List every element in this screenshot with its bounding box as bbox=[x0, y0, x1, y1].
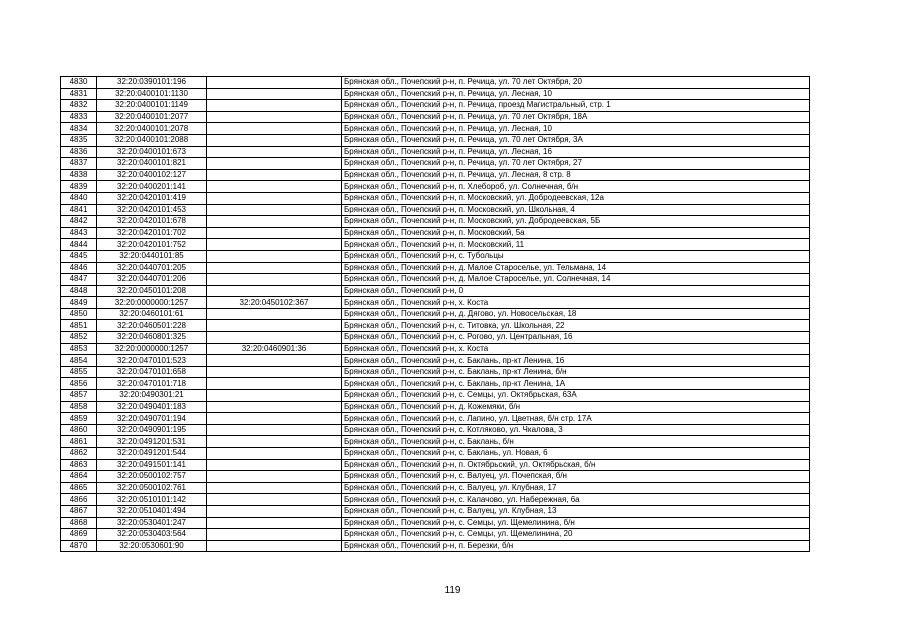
cadastral-number-cell: 32:20:0420101:419 bbox=[97, 192, 207, 204]
cadastral-number-cell: 32:20:0000000:1257 bbox=[97, 297, 207, 309]
address-cell: Брянская обл., Почепский р-н, п. Речица, ул. Лесная, 10 bbox=[342, 88, 810, 100]
address-cell: Брянская обл., Почепский р-н, с. Баклань, пр-кт Ленина, б/н bbox=[342, 366, 810, 378]
cadastral-number-cell: 32:20:0440701:205 bbox=[97, 262, 207, 274]
cadastral-number-cell: 32:20:0400101:2078 bbox=[97, 123, 207, 135]
parent-cadastral-number-cell bbox=[207, 158, 342, 170]
parent-cadastral-number-cell bbox=[207, 111, 342, 123]
parent-cadastral-number-cell bbox=[207, 123, 342, 135]
table-row bbox=[61, 239, 810, 251]
row-number-cell: 4843 bbox=[61, 227, 97, 239]
parent-cadastral-number-cell bbox=[207, 540, 342, 552]
row-number-cell: 4855 bbox=[61, 366, 97, 378]
row-number-cell: 4842 bbox=[61, 216, 97, 228]
cadastral-number-cell: 32:20:0500102:761 bbox=[97, 482, 207, 494]
parent-cadastral-number-cell bbox=[207, 146, 342, 158]
parent-cadastral-number-cell bbox=[207, 401, 342, 413]
address-cell: Брянская обл., Почепский р-н, д. Малое Староселье, ул. Солнечная, 14 bbox=[342, 274, 810, 286]
cadastral-number-cell: 32:20:0460801:325 bbox=[97, 332, 207, 344]
cadastral-number-cell: 32:20:0470101:658 bbox=[97, 366, 207, 378]
address-cell: Брянская обл., Почепский р-н, п. Московский, ул. Добродеевская, 5Б bbox=[342, 216, 810, 228]
table-row bbox=[61, 227, 810, 239]
row-number-cell: 4861 bbox=[61, 436, 97, 448]
address-cell: Брянская обл., Почепский р-н, п. Речица, ул. Лесная, 10 bbox=[342, 123, 810, 135]
table-row bbox=[61, 390, 810, 402]
table-row bbox=[61, 204, 810, 216]
table-row bbox=[61, 88, 810, 100]
address-cell: Брянская обл., Почепский р-н, с. Титовка, ул. Школьная, 22 bbox=[342, 320, 810, 332]
cadastral-number-cell: 32:20:0470101:523 bbox=[97, 355, 207, 367]
table-row bbox=[61, 297, 810, 309]
cadastral-number-cell: 32:20:0490901:195 bbox=[97, 424, 207, 436]
table-row bbox=[61, 355, 810, 367]
parent-cadastral-number-cell bbox=[207, 390, 342, 402]
parent-cadastral-number-cell bbox=[207, 471, 342, 483]
cadastral-number-cell: 32:20:0510401:494 bbox=[97, 505, 207, 517]
row-number-cell: 4867 bbox=[61, 505, 97, 517]
cadastral-number-cell: 32:20:0460501:228 bbox=[97, 320, 207, 332]
parent-cadastral-number-cell bbox=[207, 355, 342, 367]
row-number-cell: 4851 bbox=[61, 320, 97, 332]
cadastral-number-cell: 32:20:0390101:196 bbox=[97, 77, 207, 89]
table-row bbox=[61, 471, 810, 483]
row-number-cell: 4837 bbox=[61, 158, 97, 170]
parent-cadastral-number-cell: 32:20:0460901:36 bbox=[207, 343, 342, 355]
row-number-cell: 4869 bbox=[61, 529, 97, 541]
address-cell: Брянская обл., Почепский р-н, п. Московский, 11 bbox=[342, 239, 810, 251]
parent-cadastral-number-cell bbox=[207, 285, 342, 297]
cadastral-number-cell: 32:20:0400101:1149 bbox=[97, 100, 207, 112]
parent-cadastral-number-cell bbox=[207, 494, 342, 506]
address-cell: Брянская обл., Почепский р-н, п. Речица, ул. Лесная, 16 bbox=[342, 146, 810, 158]
row-number-cell: 4850 bbox=[61, 308, 97, 320]
address-cell: Брянская обл., Почепский р-н, с. Валуец, ул. Клубная, 13 bbox=[342, 505, 810, 517]
parent-cadastral-number-cell bbox=[207, 250, 342, 262]
table-row bbox=[61, 192, 810, 204]
address-cell: Брянская обл., Почепский р-н, с. Баклань, пр-кт Ленина, 1А bbox=[342, 378, 810, 390]
parent-cadastral-number-cell bbox=[207, 529, 342, 541]
table-row bbox=[61, 308, 810, 320]
address-cell: Брянская обл., Почепский р-н, д. Дягово, ул. Новосельская, 18 bbox=[342, 308, 810, 320]
table-row bbox=[61, 378, 810, 390]
row-number-cell: 4866 bbox=[61, 494, 97, 506]
address-cell: Брянская обл., Почепский р-н, п. Березки, б/н bbox=[342, 540, 810, 552]
row-number-cell: 4857 bbox=[61, 390, 97, 402]
parent-cadastral-number-cell bbox=[207, 181, 342, 193]
row-number-cell: 4846 bbox=[61, 262, 97, 274]
address-cell: Брянская обл., Почепский р-н, с. Семцы, ул. Щемелинина, 20 bbox=[342, 529, 810, 541]
row-number-cell: 4847 bbox=[61, 274, 97, 286]
parent-cadastral-number-cell bbox=[207, 320, 342, 332]
cadastral-number-cell: 32:20:0490701:194 bbox=[97, 413, 207, 425]
parent-cadastral-number-cell bbox=[207, 308, 342, 320]
page-number: 119 bbox=[444, 585, 461, 596]
cadastral-number-cell: 32:20:0500102:757 bbox=[97, 471, 207, 483]
address-cell: Брянская обл., Почепский р-н, с. Семцы, ул. Щемелинина, б/н bbox=[342, 517, 810, 529]
parent-cadastral-number-cell bbox=[207, 505, 342, 517]
table-row bbox=[61, 134, 810, 146]
address-cell: Брянская обл., Почепский р-н, п. Московский, ул. Школьная, 4 bbox=[342, 204, 810, 216]
row-number-cell: 4841 bbox=[61, 204, 97, 216]
parent-cadastral-number-cell: 32:20:0450102:367 bbox=[207, 297, 342, 309]
address-cell: Брянская обл., Почепский р-н, х. Коста bbox=[342, 343, 810, 355]
cadastral-number-cell: 32:20:0530403:564 bbox=[97, 529, 207, 541]
address-cell: Брянская обл., Почепский р-н, с. Семцы, ул. Октябрьская, 63А bbox=[342, 390, 810, 402]
cadastral-number-cell: 32:20:0420101:702 bbox=[97, 227, 207, 239]
cadastral-number-cell: 32:20:0470101:718 bbox=[97, 378, 207, 390]
parent-cadastral-number-cell bbox=[207, 239, 342, 251]
cadastral-number-cell: 32:20:0400101:2088 bbox=[97, 134, 207, 146]
cadastral-number-cell: 32:20:0490401:183 bbox=[97, 401, 207, 413]
cadastral-number-cell: 32:20:0400101:821 bbox=[97, 158, 207, 170]
table-row bbox=[61, 529, 810, 541]
cadastral-number-cell: 32:20:0400102:127 bbox=[97, 169, 207, 181]
table-row bbox=[61, 459, 810, 471]
row-number-cell: 4864 bbox=[61, 471, 97, 483]
row-number-cell: 4839 bbox=[61, 181, 97, 193]
cadastral-number-cell: 32:20:0000000:1257 bbox=[97, 343, 207, 355]
table-row bbox=[61, 366, 810, 378]
parent-cadastral-number-cell bbox=[207, 169, 342, 181]
address-cell: Брянская обл., Почепский р-н, п. Речица, ул. 70 лет Октября, 20 bbox=[342, 77, 810, 89]
address-cell: Брянская обл., Почепский р-н, с. Баклань, б/н bbox=[342, 436, 810, 448]
table-row bbox=[61, 540, 810, 552]
parent-cadastral-number-cell bbox=[207, 77, 342, 89]
parent-cadastral-number-cell bbox=[207, 378, 342, 390]
parent-cadastral-number-cell bbox=[207, 274, 342, 286]
row-number-cell: 4833 bbox=[61, 111, 97, 123]
table-row bbox=[61, 505, 810, 517]
parent-cadastral-number-cell bbox=[207, 88, 342, 100]
row-number-cell: 4844 bbox=[61, 239, 97, 251]
parent-cadastral-number-cell bbox=[207, 459, 342, 471]
row-number-cell: 4832 bbox=[61, 100, 97, 112]
table-row bbox=[61, 274, 810, 286]
cadastral-number-cell: 32:20:0491201:544 bbox=[97, 448, 207, 460]
table-row bbox=[61, 123, 810, 135]
address-cell: Брянская обл., Почепский р-н, п. Московский, ул. Добродеевская, 12а bbox=[342, 192, 810, 204]
table-row bbox=[61, 158, 810, 170]
parent-cadastral-number-cell bbox=[207, 482, 342, 494]
table-row bbox=[61, 146, 810, 158]
row-number-cell: 4845 bbox=[61, 250, 97, 262]
table-row bbox=[61, 262, 810, 274]
table-row bbox=[61, 285, 810, 297]
address-cell: Брянская обл., Почепский р-н, п. Речица, ул. 70 лет Октября, 27 bbox=[342, 158, 810, 170]
row-number-cell: 4860 bbox=[61, 424, 97, 436]
row-number-cell: 4870 bbox=[61, 540, 97, 552]
row-number-cell: 4831 bbox=[61, 88, 97, 100]
row-number-cell: 4835 bbox=[61, 134, 97, 146]
parent-cadastral-number-cell bbox=[207, 448, 342, 460]
table-row bbox=[61, 77, 810, 89]
row-number-cell: 4858 bbox=[61, 401, 97, 413]
address-cell: Брянская обл., Почепский р-н, с. Котляково, ул. Чкалова, 3 bbox=[342, 424, 810, 436]
address-cell: Брянская обл., Почепский р-н, с. Баклань, пр-кт Ленина, 16 bbox=[342, 355, 810, 367]
table-row bbox=[61, 401, 810, 413]
parent-cadastral-number-cell bbox=[207, 262, 342, 274]
row-number-cell: 4854 bbox=[61, 355, 97, 367]
address-cell: Брянская обл., Почепский р-н, с. Тубольцы bbox=[342, 250, 810, 262]
cadastral-number-cell: 32:20:0420101:752 bbox=[97, 239, 207, 251]
row-number-cell: 4852 bbox=[61, 332, 97, 344]
address-cell: Брянская обл., Почепский р-н, п. Октябрьский, ул. Октябрьская, б/н bbox=[342, 459, 810, 471]
row-number-cell: 4865 bbox=[61, 482, 97, 494]
parent-cadastral-number-cell bbox=[207, 204, 342, 216]
row-number-cell: 4840 bbox=[61, 192, 97, 204]
table-row bbox=[61, 111, 810, 123]
address-cell: Брянская обл., Почепский р-н, с. Рогово, ул. Центральная, 16 bbox=[342, 332, 810, 344]
row-number-cell: 4853 bbox=[61, 343, 97, 355]
parent-cadastral-number-cell bbox=[207, 413, 342, 425]
address-cell: Брянская обл., Почепский р-н, п. Московский, 5а bbox=[342, 227, 810, 239]
table-row bbox=[61, 517, 810, 529]
cadastral-number-cell: 32:20:0491201:531 bbox=[97, 436, 207, 448]
address-cell: Брянская обл., Почепский р-н, п. Речица, ул. Лесная, 8 стр. 8 bbox=[342, 169, 810, 181]
table-row bbox=[61, 343, 810, 355]
table-row bbox=[61, 482, 810, 494]
address-cell: Брянская обл., Почепский р-н, с. Валуец, ул. Клубная, 17 bbox=[342, 482, 810, 494]
address-cell: Брянская обл., Почепский р-н, п. Речица, проезд Магистральный, стр. 1 bbox=[342, 100, 810, 112]
table-row bbox=[61, 413, 810, 425]
row-number-cell: 4834 bbox=[61, 123, 97, 135]
parent-cadastral-number-cell bbox=[207, 100, 342, 112]
address-cell: Брянская обл., Почепский р-н, п. Речица, ул. 70 лет Октября, 3А bbox=[342, 134, 810, 146]
row-number-cell: 4849 bbox=[61, 297, 97, 309]
parent-cadastral-number-cell bbox=[207, 192, 342, 204]
cadastral-number-cell: 32:20:0400101:2077 bbox=[97, 111, 207, 123]
table-row bbox=[61, 320, 810, 332]
address-cell: Брянская обл., Почепский р-н, п. Хлебороб, ул. Солнечная, б/н bbox=[342, 181, 810, 193]
registry-table bbox=[60, 76, 810, 552]
cadastral-number-cell: 32:20:0420101:453 bbox=[97, 204, 207, 216]
table-row bbox=[61, 448, 810, 460]
table-row bbox=[61, 169, 810, 181]
row-number-cell: 4862 bbox=[61, 448, 97, 460]
row-number-cell: 4856 bbox=[61, 378, 97, 390]
address-cell: Брянская обл., Почепский р-н, х. Коста bbox=[342, 297, 810, 309]
cadastral-number-cell: 32:20:0400201:141 bbox=[97, 181, 207, 193]
table-row bbox=[61, 100, 810, 112]
row-number-cell: 4859 bbox=[61, 413, 97, 425]
address-cell: Брянская обл., Почепский р-н, с. Калачово, ул. Набережная, 6а bbox=[342, 494, 810, 506]
cadastral-number-cell: 32:20:0440701:206 bbox=[97, 274, 207, 286]
cadastral-number-cell: 32:20:0460101:61 bbox=[97, 308, 207, 320]
cadastral-number-cell: 32:20:0510101:142 bbox=[97, 494, 207, 506]
cadastral-number-cell: 32:20:0420101:678 bbox=[97, 216, 207, 228]
table-row bbox=[61, 250, 810, 262]
parent-cadastral-number-cell bbox=[207, 216, 342, 228]
row-number-cell: 4848 bbox=[61, 285, 97, 297]
cadastral-number-cell: 32:20:0400101:673 bbox=[97, 146, 207, 158]
parent-cadastral-number-cell bbox=[207, 424, 342, 436]
parent-cadastral-number-cell bbox=[207, 436, 342, 448]
table-row bbox=[61, 216, 810, 228]
address-cell: Брянская обл., Почепский р-н, п. Речица, ул. 70 лет Октября, 18А bbox=[342, 111, 810, 123]
parent-cadastral-number-cell bbox=[207, 517, 342, 529]
table-row bbox=[61, 424, 810, 436]
row-number-cell: 4836 bbox=[61, 146, 97, 158]
table-row bbox=[61, 494, 810, 506]
address-cell: Брянская обл., Почепский р-н, с. Валуец, ул. Почепская, б/н bbox=[342, 471, 810, 483]
parent-cadastral-number-cell bbox=[207, 366, 342, 378]
parent-cadastral-number-cell bbox=[207, 134, 342, 146]
address-cell: Брянская обл., Почепский р-н, 0 bbox=[342, 285, 810, 297]
table-row bbox=[61, 332, 810, 344]
row-number-cell: 4863 bbox=[61, 459, 97, 471]
registry-table-body bbox=[61, 77, 810, 552]
row-number-cell: 4868 bbox=[61, 517, 97, 529]
cadastral-number-cell: 32:20:0440101:85 bbox=[97, 250, 207, 262]
address-cell: Брянская обл., Почепский р-н, д. Малое Староселье, ул. Тельмана, 14 bbox=[342, 262, 810, 274]
cadastral-number-cell: 32:20:0530401:247 bbox=[97, 517, 207, 529]
address-cell: Брянская обл., Почепский р-н, с. Лапино, ул. Цветная, б/н стр. 17А bbox=[342, 413, 810, 425]
row-number-cell: 4830 bbox=[61, 77, 97, 89]
row-number-cell: 4838 bbox=[61, 169, 97, 181]
parent-cadastral-number-cell bbox=[207, 227, 342, 239]
cadastral-number-cell: 32:20:0450101:208 bbox=[97, 285, 207, 297]
table-row bbox=[61, 436, 810, 448]
address-cell: Брянская обл., Почепский р-н, с. Баклань, ул. Новая, 6 bbox=[342, 448, 810, 460]
cadastral-number-cell: 32:20:0491501:141 bbox=[97, 459, 207, 471]
address-cell: Брянская обл., Почепский р-н, д. Кожемяки, б/н bbox=[342, 401, 810, 413]
parent-cadastral-number-cell bbox=[207, 332, 342, 344]
cadastral-number-cell: 32:20:0400101:1130 bbox=[97, 88, 207, 100]
table-row bbox=[61, 181, 810, 193]
cadastral-number-cell: 32:20:0490301:21 bbox=[97, 390, 207, 402]
cadastral-number-cell: 32:20:0530601:90 bbox=[97, 540, 207, 552]
